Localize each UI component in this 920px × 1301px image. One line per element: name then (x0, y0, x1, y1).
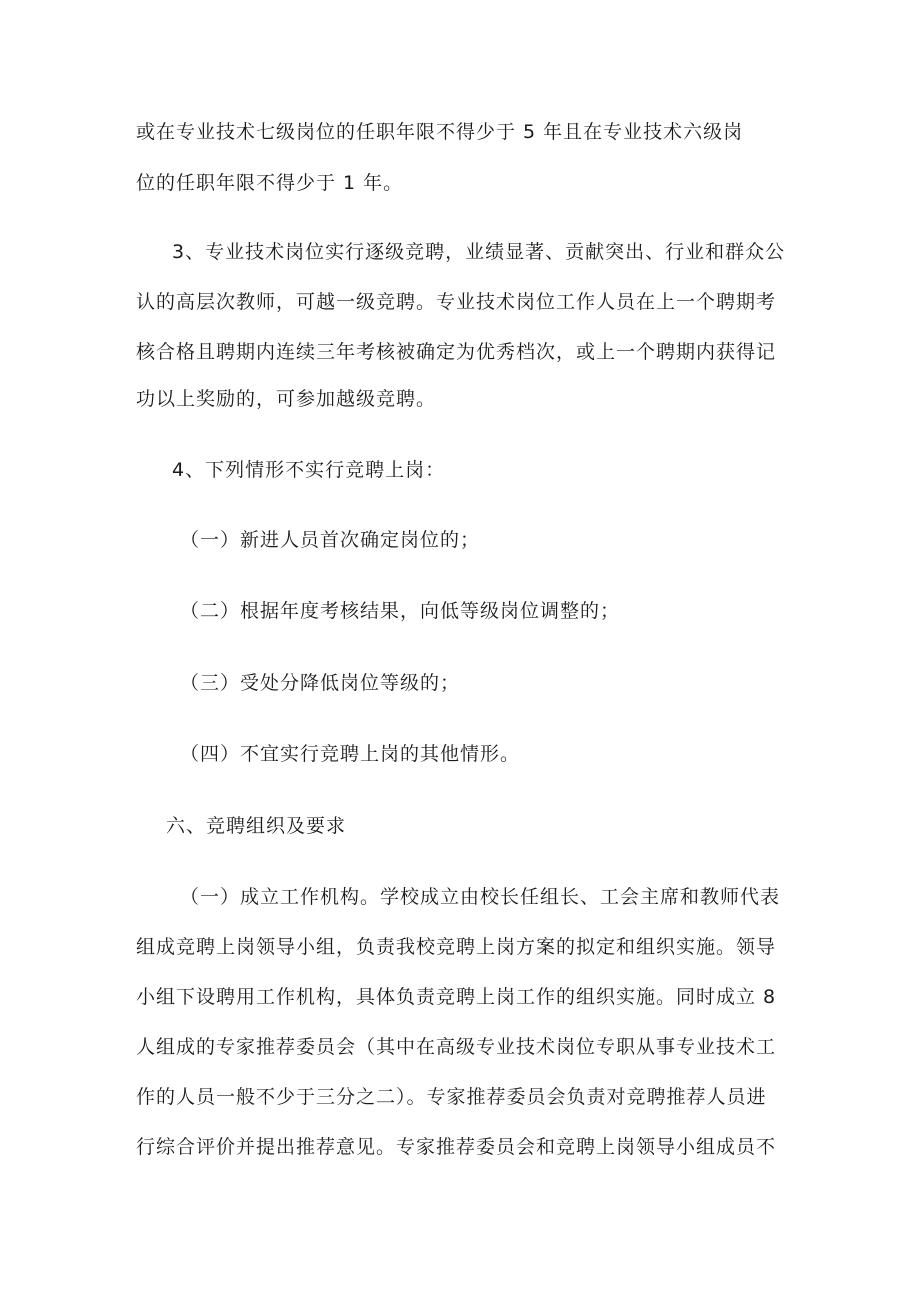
text-line: 功以上奖励的，可参加越级竞聘。 (136, 388, 437, 410)
text-line: 4、下列情形不实行竞聘上岗： (172, 459, 446, 481)
text-line: 作的人员一般不少于三分之二）。专家推荐委员会负责对竞聘推荐人员进 (136, 1086, 767, 1108)
text-line: 位的任职年限不得少于 1 年。 (136, 172, 404, 194)
text-line: 组成竞聘上岗领导小组，负责我校竞聘上岗方案的拟定和组织实施。领导 (136, 936, 777, 958)
text-line: 认的高层次教师，可越一级竞聘。专业技术岗位工作人员在上一个聘期考 (136, 291, 777, 313)
text-line: 3、专业技术岗位实行逐级竞聘，业绩显著、贡献突出、行业和群众公 (172, 241, 786, 263)
text-line: （三）受处分降低岗位等级的； (180, 672, 461, 694)
text-line: （四）不宜实行竞聘上岗的其他情形。 (180, 743, 521, 765)
text-line: （二）根据年度考核结果，向低等级岗位调整的； (180, 600, 621, 622)
text-line: （一）新进人员首次确定岗位的； (180, 529, 481, 551)
text-line: 核合格且聘期内连续三年考核被确定为优秀档次，或上一个聘期内获得记 (136, 341, 777, 363)
text-line: （一）成立工作机构。学校成立由校长任组长、工会主席和教师代表 (180, 886, 781, 908)
text-line: 行综合评价并提出推荐意见。专家推荐委员会和竞聘上岗领导小组成员不 (136, 1136, 777, 1158)
text-line: 或在专业技术七级岗位的任职年限不得少于 5 年且在专业技术六级岗 (136, 121, 744, 143)
section-heading: 六、竞聘组织及要求 (166, 815, 347, 837)
text-line: 小组下设聘用工作机构，具体负责竞聘上岗工作的组织实施。同时成立 8 (136, 986, 777, 1008)
text-line: 人组成的专家推荐委员会（其中在高级专业技术岗位专职从事专业技术工 (136, 1036, 777, 1058)
